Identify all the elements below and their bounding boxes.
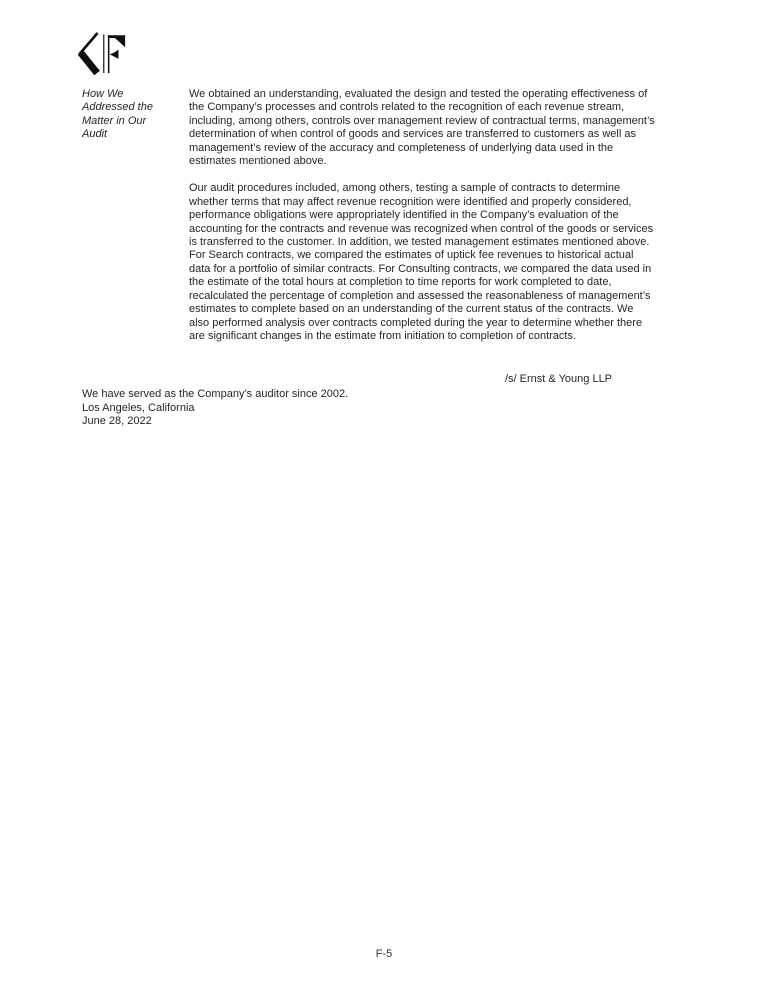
- page-number: F-5: [375, 948, 393, 960]
- side-heading: How We Addressed the Matter in Our Audit: [82, 88, 153, 141]
- audit-paragraph-2: Our audit procedures included, among others, testing a sample of contracts to determine whether terms that may affect revenue recognition were identified and properly considered, performance obligations were appropriately identified in the Company’s evaluation of the accounting for the contracts and revenue was recognized when control of the goods or services is transferred to the customer. In addition, we tested management estimates mentioned above. For Search contracts, we compared the estimates of uptick fee revenues to historical actual data for a portfolio of similar contracts. For Consulting contracts, we compared the data used in the estimate of the total hours at completion to time reports for work completed to date, recalculated the percentage of completion and assessed the reasonableness of management’s estimates to complete based on an understanding of the current status of the contracts. We also performed analysis over contracts completed during the year to determine whether there are significant changes in the estimate from initiation to completion of contracts.: [189, 182, 654, 342]
- closing-block: We have served as the Company’s auditor since 2002. Los Angeles, California June 28, 2022: [82, 388, 349, 427]
- body-column: [189, 88, 694, 387]
- audit-paragraph-1: We obtained an understanding, evaluated the design and tested the operating effectiveness of the Company’s processes and controls related to the recognition of each revenue stream, including, among others, controls over management review of contractual terms, management’s determination of when control of goods and services are transferred to customers as well as management’s review of the accuracy and completeness of underlying data used in the estimates mentioned above.: [189, 88, 655, 168]
- korn-ferry-logo-icon: [78, 30, 126, 77]
- auditor-signature: /s/ Ernst & Young LLP: [505, 373, 613, 386]
